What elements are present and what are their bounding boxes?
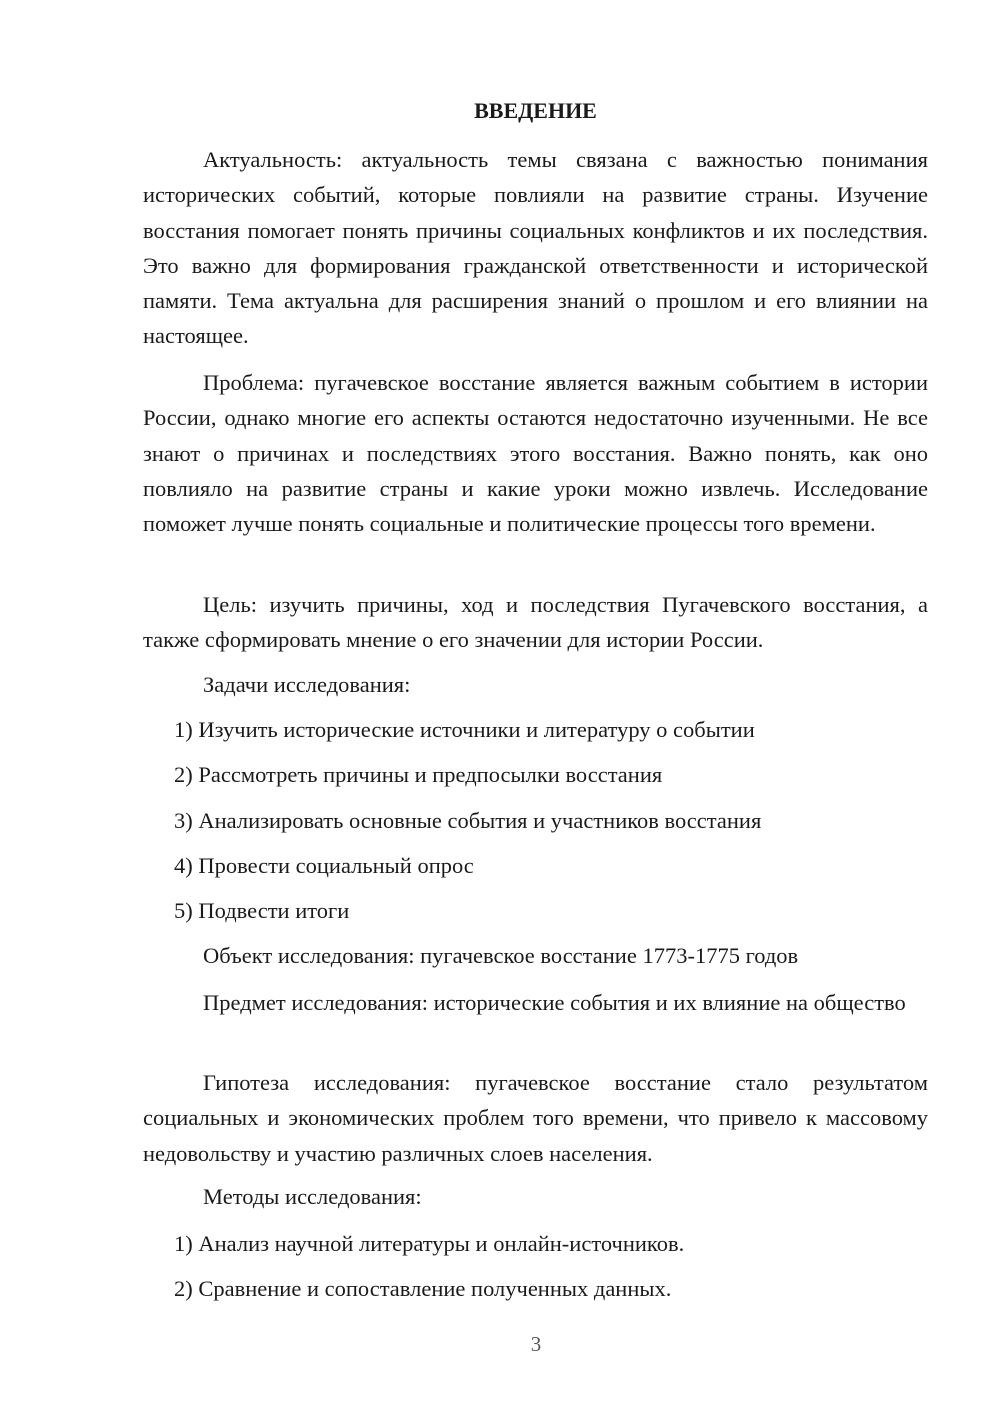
task-item: 4) Провести социальный опрос bbox=[174, 853, 474, 878]
problem-paragraph: Проблема: пугачевское восстание является важным событием в истории России, однако многие его аспекты остаются недостаточно изученными. Не все знают о причинах и последствиях этого восстания. Важно понять, как оно повлияло на развитие страны и какие уроки можно извлечь. Исследование поможет лучше понять социальные и политические процессы того времени. bbox=[143, 370, 928, 537]
methods-heading: Методы исследования: bbox=[203, 1184, 422, 1209]
method-item: 2) Сравнение и сопоставление полученных данных. bbox=[174, 1276, 672, 1301]
task-item: 1) Изучить исторические источники и литературу о событии bbox=[174, 717, 755, 742]
page-number: 3 bbox=[530, 1332, 542, 1356]
hypothesis-paragraph: Гипотеза исследования: пугачевское восстание стало результатом социальных и экономических проблем того времени, что привело к массовому недовольству и участию различных слоев населения. bbox=[143, 1070, 928, 1166]
task-item: 2) Рассмотреть причины и предпосылки восстания bbox=[174, 762, 663, 787]
relevance-paragraph: Актуальность: актуальность темы связана с важностью понимания исторических событий, которые повлияли на развитие страны. Изучение восстания помогает понять причины социальных конфликтов и их последствия. Это важно для формирования гражданской ответственности и исторической памяти. Тема актуальна для расширения знаний о прошлом и его влиянии на настоящее. bbox=[143, 147, 928, 349]
task-item: 5) Подвести итоги bbox=[174, 898, 350, 923]
goal-paragraph: Цель: изучить причины, ход и последствия Пугачевского восстания, а также сформировать мнение о его значении для истории России. bbox=[143, 592, 928, 653]
task-item: 3) Анализировать основные события и участников восстания bbox=[174, 808, 762, 833]
subject-paragraph: Предмет исследования: исторические события и их влияние на общество bbox=[203, 990, 906, 1015]
tasks-heading: Задачи исследования: bbox=[203, 672, 411, 697]
object-statement: Объект исследования: пугачевское восстание 1773-1775 годов bbox=[203, 943, 799, 968]
method-item: 1) Анализ научной литературы и онлайн-источников. bbox=[174, 1231, 685, 1256]
page-title: ВВЕДЕНИЕ bbox=[474, 98, 597, 123]
